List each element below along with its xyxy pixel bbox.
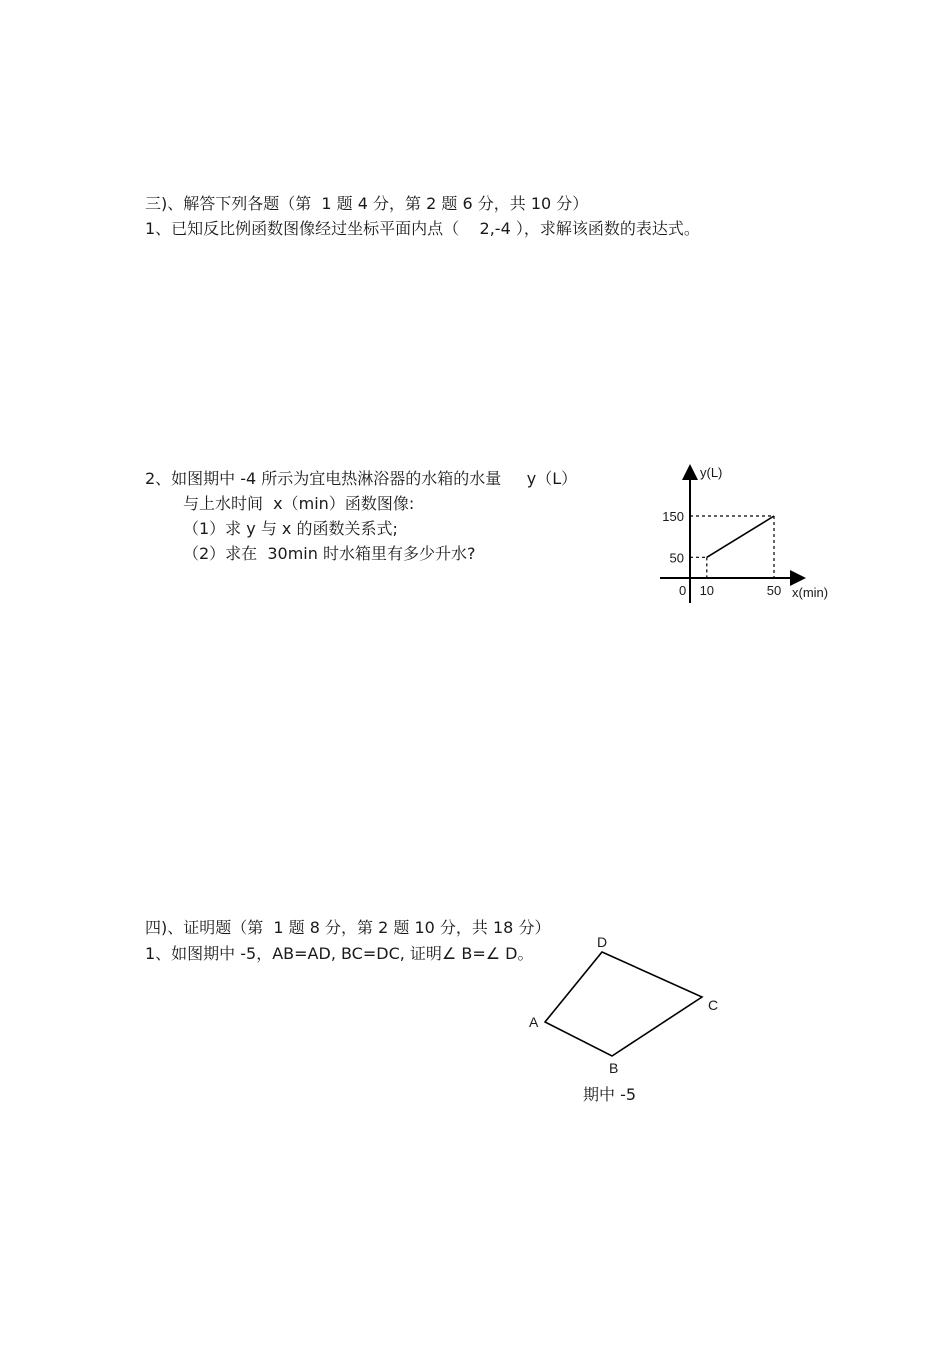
y-tick-label-50: 50 (669, 550, 684, 566)
quadrilateral-figure (520, 930, 740, 1080)
vertex-label-b: B (609, 1060, 619, 1076)
water-volume-chart (650, 458, 850, 608)
question-3-2-sub2: （2）求在 30min 时水箱里有多少升水? (183, 544, 476, 563)
x-tick-label-10: 10 (699, 583, 715, 598)
section3-heading: 三)、解答下列各题（第 1 题 4 分，第 2 题 6 分，共 10 分） (145, 194, 589, 213)
question-3-1: 1、已知反比例函数图像经过坐标平面内点（ 2,-4 ），求解该函数的表达式。 (145, 219, 700, 238)
figure-caption: 期中 -5 (583, 1085, 637, 1104)
y-axis-label: y(L) (700, 465, 723, 480)
data-line (707, 516, 774, 557)
vertex-label-d: D (597, 934, 608, 950)
x-axis-label: x(min) (792, 585, 829, 600)
question-3-2-sub1: （1）求 y 与 x 的函数关系式; (183, 519, 398, 538)
section4-heading: 四)、证明题（第 1 题 8 分，第 2 题 10 分，共 18 分） (145, 918, 551, 937)
vertex-label-a: A (529, 1014, 539, 1030)
question-3-2-line1: 2、如图期中 -4 所示为宜电热淋浴器的水箱的水量 y（L） (145, 469, 578, 488)
y-tick-label-150: 150 (662, 509, 684, 524)
x-tick-label-50: 50 (766, 583, 782, 598)
question-4-1: 1、如图期中 -5，AB=AD, BC=DC, 证明∠ B=∠ D。 (145, 944, 534, 963)
question-3-2-line2: 与上水时间 x（min）函数图像: (183, 494, 415, 513)
origin-label: 0 (679, 583, 687, 598)
quadrilateral-abcd (545, 952, 702, 1056)
vertex-label-c: C (708, 997, 719, 1013)
